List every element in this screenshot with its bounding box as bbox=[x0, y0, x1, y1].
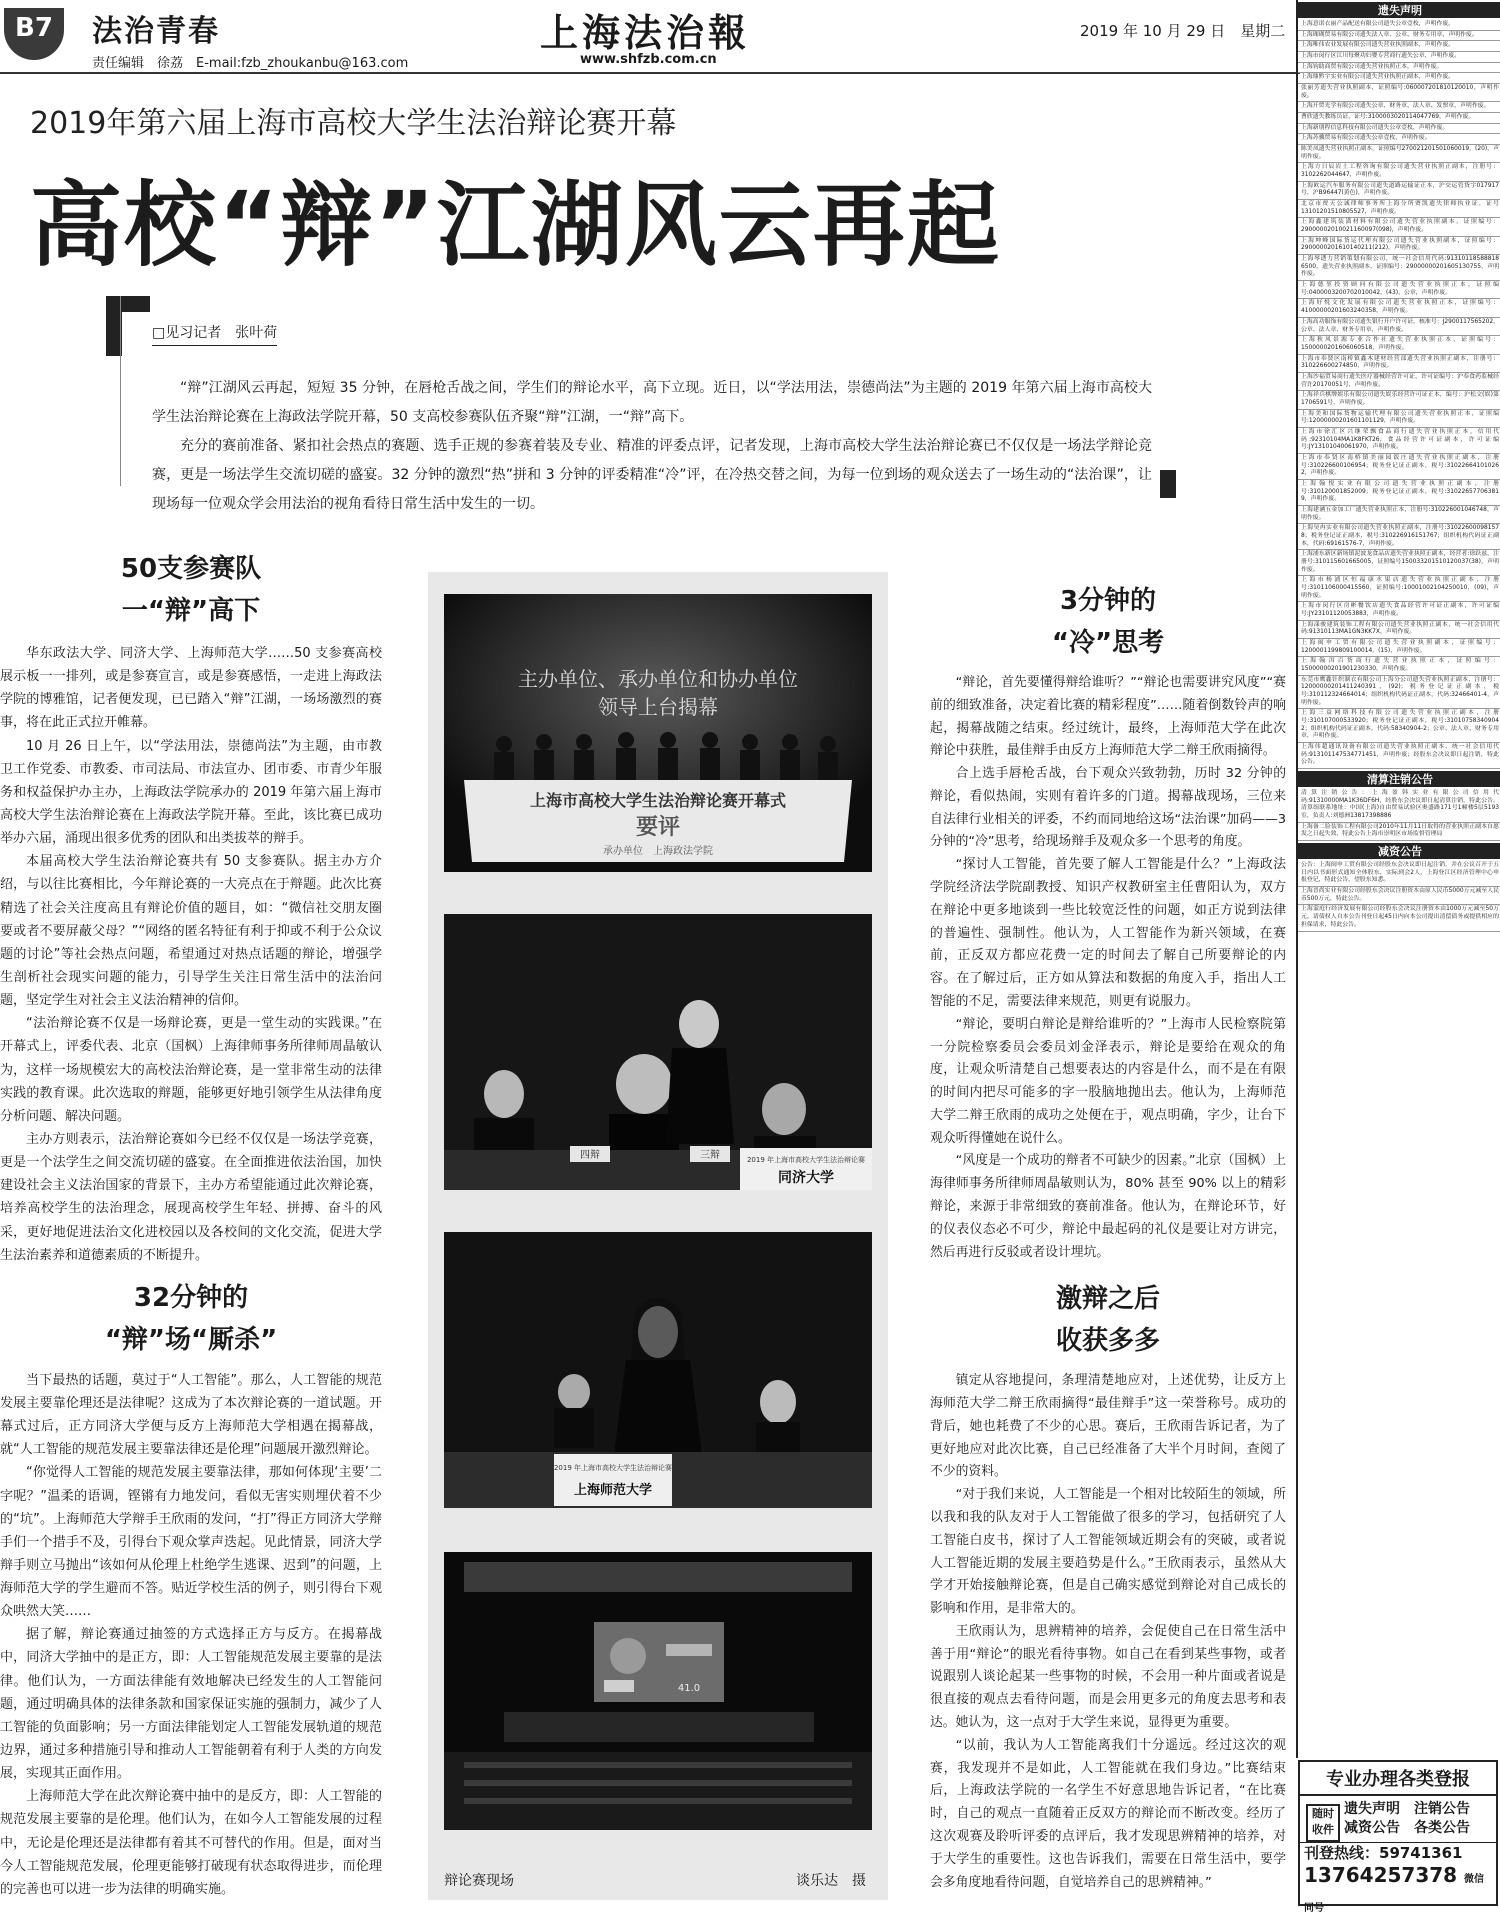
photo-shnu-debater bbox=[444, 1232, 872, 1508]
photo-credit: 谈乐达 摄 bbox=[796, 1873, 866, 1889]
classified-notice: 上海晋尚实业有限公司经股东会决议注册资本由原人民币5000万元减至人民币500万元，特此公告。 bbox=[1298, 887, 1500, 905]
classified-notice: 上海好悦文化发展有限公司遗失营业执照正本，证照编号：41000000201603240358，声明作废。 bbox=[1298, 299, 1500, 317]
classified-notice: 北京市贾天公诚律师事务所上海分所贾凯遗失律师执业证，证号13101201510805527，声明作废。 bbox=[1298, 200, 1500, 218]
photo-tongji-debaters bbox=[444, 914, 872, 1190]
ad-box-seal: 随时收件 bbox=[1306, 1804, 1340, 1842]
section-heading bbox=[930, 1278, 1286, 1362]
article-column-right bbox=[930, 580, 1286, 1894]
photo-debate-hall bbox=[444, 1552, 872, 1830]
lead-paragraph: 充分的赛前准备、紧扣社会热点的赛题、选手正规的参赛着装及专业、精准的评委点评，记者发现，上海市高校大学生法治辩论赛已不仅仅是一场法学辩论竞赛，更是一场法学生交流切磋的盛宴。32 分钟的激烈“热”拼和 3 分钟的评委精准“冷”评，在冷热交替之间，为每一位到场的观众送去了一场生动的“法治课”，让现场每一位观众学会用法治的视角看待日常生活中发生的一切。 bbox=[152, 438, 1152, 512]
classifieds-column bbox=[1296, 0, 1500, 1758]
photo-banner-text: 上海市高校大学生法治辩论赛开幕式 bbox=[529, 791, 787, 810]
classified-notice: 上海蒙庭行经济发展有限公司经股东会决议注册资本由1000万元减至50万元，请债权人自本公告刊登日起45日内向本公司提出清偿债务或提供相应的担保请求，特此公告。 bbox=[1298, 905, 1500, 931]
classifieds-list bbox=[1298, 789, 1500, 841]
heading-line: “冷”思考 bbox=[1051, 628, 1165, 658]
classified-notice: 东莞市鹰鑫针织制衣有限公司上海分公司遗失营业执照正副本，注册号：1200000020141124039​1，(92)；税务登记证正副本，税号:31011232466401​4；组织机构代码证正副本，代码:32466401-4，声明作废。 bbox=[1298, 676, 1500, 710]
classified-notice: 上海市闵行区房彬餐饮店遗失食品经营许可证正副本，许可证编号:JY23101120053883，声明作废。 bbox=[1298, 602, 1500, 620]
classified-notice: 上海美和国际货物运输代理有限公司遗失营业执照正本，证照编号:1200000020160110112​9，声明作废。 bbox=[1298, 410, 1500, 428]
body-paragraph: 王欣雨认为，思辨精神的培养，会促使自己在日常生活中善于用“辩论”的眼光看待事物。如自己在看到某些事物，或者说跟别人谈论起某一些事物的时候，不会用一种片面或者说是很直接的观点去看待问题，而是会用更多元的角度去思考和表达。她认为，这一点对于大学生来说，显得更为重要。 bbox=[930, 1623, 1286, 1731]
classified-notice: 上海德堃投资顾问有限公司遗失营业执照正本，证照编号:0400003200702010​042，(43)，公章，声明作废。 bbox=[1298, 281, 1500, 299]
article-subhead: 2019年第六届上海市高校大学生法治辩论赛开幕 bbox=[30, 106, 677, 141]
classified-notice: 上海苏骥贸易有限公司遗失公章壹枚，声明作废。 bbox=[1298, 134, 1500, 145]
classified-notice: 上海漾骏建筑装饰工程有限公司遗失营业执照正副本，统一社会信用代码:91310113MA1GN3KK7X，声明作废。 bbox=[1298, 621, 1500, 639]
section-heading bbox=[0, 1277, 382, 1361]
ad-mobile-number: 13764257378 bbox=[1304, 1863, 1458, 1887]
classified-notice: 上海方日辰岩土工程咨询有限公司遗失营业执照正副本，注册号：310226204464​7，声明作废。 bbox=[1298, 163, 1500, 181]
editor-line: 责任编辑 徐荔 E-mail:fzb_zhoukanbu@163.com bbox=[92, 56, 409, 71]
classified-notice: 上海琴透力营销策划有限公司，统一社会信用代码:91310118588818​6500，遗失营业执照副本，证照编号：290000002016051307​55，声明作废。 bbox=[1298, 255, 1500, 281]
site-url: www.shfzb.com.cn bbox=[580, 52, 717, 67]
lead-corner-mark bbox=[1160, 470, 1176, 498]
classified-notice: 上海昊冉实业有限公司遗失营业执照正副本，注册号:31022600098157​8；税务登记证正副本，税号:31022691615176​7；组织机构代码证正副本，代码:69161576-7，声明作废。 bbox=[1298, 524, 1500, 550]
heading-line: “辩”场“厮杀” bbox=[104, 1324, 278, 1355]
table-team-name: 上海师范大学 bbox=[573, 1483, 653, 1498]
nameplate: 三辩 bbox=[700, 1150, 720, 1161]
classified-notice: 上海瑚瑚贸易有限公司遗失法人章、公章、财务专用章，声明作废。 bbox=[1298, 31, 1500, 42]
section-heading bbox=[930, 580, 1286, 664]
classifieds-list bbox=[1298, 20, 1500, 769]
classified-notice: 上海市奉贤区南桥镇鑫木建材经营部遗失营业执照正副本，注册号：310226600274850，声明作废。 bbox=[1298, 355, 1500, 373]
classified-notice: 上海备二脸装饰工程有限公司2010年11月11日取得的营业执照正副本自愿发之日起失效，特此公告上海市崇明区市场监督管理局 bbox=[1298, 823, 1500, 841]
section-title: 法治青春 bbox=[92, 14, 220, 49]
classified-notice: 公告：上海闽申工贸有限公司经股东会决议即日起注销，并在公议召开于五日内以书面形式通知全体股东，实际到会2人，上海登江区经济管理中心申报登记，特此公告，望股东知悉。 bbox=[1298, 861, 1500, 887]
body-paragraph: “辩论，要明白辩论是辩给谁听的？”上海市人民检察院第一分院检察委员会委员刘金泽表示，辩论是要给在观众的角度，让观众听清楚自己想要表达的内容是什么，而不是在有限的时间内把尽可能多的字一股脑地抛出去。他认为，上海师范大学二辩王欣雨的成功之处便在于，观点明确，字少，让台下观众听得懂她在说什么。 bbox=[930, 1016, 1286, 1146]
classified-notice: 上海开贸光学有限公司遗失公章、财务章、法人章、发票章，声明作废。 bbox=[1298, 102, 1500, 113]
body-paragraph: “以前，我认为人工智能离我们十分遥远。经过这次的观赛，我发现并不是如此，人工智能就在我们身边。”比赛结束后，上海政法学院的一名学生不好意思地告诉记者，“在比赛时，自己的观点一直随着正反双方的辩论而不断改变。经历了这次观赛及聆听评委的点评后，我才发现思辨精神的培养，对于大学生的重要性。这也告诉我们，需要在日常生活中，要学会多角度地看待问题，自觉培养自己的思辨精神。” bbox=[930, 1737, 1286, 1890]
classified-notice: 上海翰悦实业有限公司遗失营业执照正副本，注册号:310120001852009；税务登记证正副本，税号:31022657706381​9，声明作废。 bbox=[1298, 480, 1500, 506]
classified-notice: 上海高功服饰有限公司遗失银行开户许可证，核准号：J290011756520​2，公章、法人章、财务专用章，声明作废。 bbox=[1298, 318, 1500, 336]
nameplate: 四辩 bbox=[580, 1150, 600, 1161]
ad-mobile bbox=[1300, 1863, 1496, 1921]
registration-service-ad bbox=[1298, 1760, 1498, 1914]
ad-box-services bbox=[1300, 1796, 1496, 1842]
body-paragraph: 据了解，辩论赛通过抽签的方式选择正方与反方。在揭幕战中，同济大学抽中的是正方，即：人工智能规范发展主要靠的是法律。他们认为，一方面法律能有效地解决已经发生的人工智能问题，通过明确具体的法律条款和国家保证实施的强制力，减少了人工智能的负面影响；另一方面法律能划定人工智能发展轨道的规范边界，通过多种措施引导和推动人工智能朝着有利于人类的方向发展，实现其正面作用。 bbox=[0, 1627, 382, 1782]
ad-service-line: 遗失声明 注销公告 bbox=[1344, 1801, 1470, 1817]
reporter-byline: □见习记者 张叶荷 bbox=[152, 322, 277, 346]
classified-notice: 上海市徐汇区兴继荣飘食品商行遗失营业执照正本，信用代码:92310104MA1K8FKT26；食品经营许可证副本，许可证编号:JY13101040061970，声明作废。 bbox=[1298, 428, 1500, 454]
heading-line: 32分钟的 bbox=[133, 1282, 249, 1313]
body-paragraph: “辩论，首先要懂得辩给谁听？”“辩论也需要讲究风度”“赛前的细致准备，决定着比赛的精彩程度”……随着倒数铃声的响起，揭幕战随之结束。经过统计，最终，上海师范大学在此次辩论中获胜，最佳辩手由反方上海师范大学二辩王欣雨摘得。 bbox=[930, 675, 1286, 759]
classified-notice: 上海秋风景源专业合作社遗失营业执照正本，证照编号：1500000201606060518，声明作废。 bbox=[1298, 336, 1500, 354]
photo-screen-text: 领导上台揭幕 bbox=[598, 695, 718, 719]
scoreboard-value: 41.0 bbox=[677, 1683, 701, 1694]
classified-notice: 上海意诺衣丽产品配送有限公司遗失公章壹枚，声明作废。 bbox=[1298, 20, 1500, 31]
heading-line: 激辩之后 bbox=[1055, 1284, 1160, 1315]
classified-notice: 上海祥兵棋牌娱乐有限公司遗失娱乐经营许可证正本，编号：沪松文(娱)第1706591号，声明作废。 bbox=[1298, 391, 1500, 409]
lead-rule bbox=[120, 296, 121, 486]
classified-notice: 上海市闵行区江川每聚功妇婴专营商行遗失公章，声明作废。 bbox=[1298, 52, 1500, 63]
body-paragraph: 华东政法大学、同济大学、上海师范大学……50 支参赛高校展示板一一排列，或是参赛宣言，或是参赛感悟，一走进上海政法学院的博雅馆，记者便发现，已已踏入“辩”江湖，一场场激烈的赛事，将在此正式拉开帷幕。 bbox=[0, 646, 382, 731]
heading-line: 50支参赛队 bbox=[120, 554, 262, 584]
classified-notice: 清算注销公告：上海盈韩实业有限公司信用代码:91310000MA1K36DF6H，经股东会决议即日起清算注销，特此公告。清算组联系地址：中国(上海)自由贸易试验区奥盛路171号1幢楼5层5193室，负责人:刘德洲13817398886 bbox=[1298, 789, 1500, 823]
classified-notice: 张丽芳遗失营业执照副本，证照编号:06000720181012001​0，声明作废。 bbox=[1298, 84, 1500, 102]
body-paragraph: “风度是一个成功的辩者不可缺少的因素。”北京（国枫）上海律师事务所律师周晶敏则认为，80% 甚至 90% 以上的精彩辩论，来源于非常细致的赛前准备。他认为，在辩论环节，好的仪表仪态必不可少，辩论中最起码的礼仪是要让对方讲完，然后再进行反驳或者设计埋坑。 bbox=[930, 1153, 1286, 1260]
article-column-left bbox=[0, 548, 382, 1901]
classified-notice: 上海三益网络科技有限公司遗失营业执照正副本，注册号:31010700053392​0；税务登记证正副本，税号:31010758340904​2；组织机构代码证正副本，代码:58340904-2；公章、法人章、财务专用章，声明作废。 bbox=[1298, 709, 1500, 743]
article-lead bbox=[152, 374, 1152, 519]
table-team-name: 同济大学 bbox=[778, 1170, 834, 1186]
body-paragraph: 10 月 26 日上午，以“学法用法，崇德尚法”为主题，由市教卫工作党委、市教委、市司法局、市法宣办、团市委、市青少年服务和权益保护办主办，上海政法学院承办的 2019 年第六届上海市高校大学生法治辩论赛在上海政法学院开幕。至此，该比赛已成功举办六届，涌现出很多优秀的团队和出类拔萃的辩手。 bbox=[0, 738, 382, 847]
body-paragraph: 当下最热的话题，莫过于“人工智能”。那么，人工智能的规范发展主要靠伦理还是法律呢？这成为了本次辩论赛的一道试题。开幕式过后，正方同济大学便与反方上海师范大学相遇在揭幕战，就“人工智能的规范发展主要靠法律还是伦理”问题展开激烈辩论。 bbox=[0, 1372, 382, 1458]
classified-notice: 上海坤峰国际货运代理有限公司遗失营业执照副本，证照编号：290000020161014021​1(212)，声明作废。 bbox=[1298, 237, 1500, 255]
body-paragraph: 主办方则表示，法治辩论赛如今已经不仅仅是一场法学竞赛，更是一个法学生之间交流切磋的盛宴。在全面推进依法治国，加快建设社会主义法治国家的背景下，主办方希望能通过此次辩论赛，培养高校学生的法治理念，展现高校学生年轻、拼搏、奋斗的风采，更好地促进法治文化进校园以及各校间的文化交流，促进大学生法治素养和道德素质的不断提升。 bbox=[0, 1131, 382, 1263]
classified-notice: 上海翰洱百货商行遗失营业执照正本，证照编号：1500000020190123033​0，声明作废。 bbox=[1298, 657, 1500, 675]
table-banner: 2019 年上海市高校大学生法治辩论赛 bbox=[746, 1156, 866, 1164]
classified-notice: 上海建涵五金加工厂遗失营业执照正本，注册号:310226001046748，声明作废。 bbox=[1298, 506, 1500, 524]
ad-phone: 刊登热线：59741361 bbox=[1300, 1842, 1496, 1863]
classified-notice: 上海市杨浦区恒福康水果店遗失营业执照正副本，注册号:31011060004155​60，证照编号:10001002104250010，(09)，声明作废。 bbox=[1298, 576, 1500, 602]
body-paragraph: “法治辩论赛不仅是一场辩论赛，更是一堂生动的实践课。”在开幕式上，评委代表、北京（国枫）上海律师事务所律师周晶敏认为，这样一场规模宏大的高校法治辩论赛，是一堂非常生动的法律实践的教育课。此次选取的辩题，能够更好地引领学生从法律角度分析问题、解决问题。 bbox=[0, 1016, 382, 1124]
body-paragraph: “你觉得人工智能的规范发展主要靠法律，那如何体现‘主要’二字呢？”温柔的语调，铿锵有力地发问，看似无害实则埋伏着不少的“坑”。上海师范大学辩手王欣雨的发问，“打”得正方同济大学辩手们一个措手不及，引得台下观众掌声迭起。见此情景，同济大学辩手则立马抛出“该如何从伦理上杜绝学生逃课、迟到”的问题，上海师范大学的学生避而不答。贴近学校生活的例子，则引得台下观众哄然大笑…… bbox=[0, 1465, 382, 1620]
classified-notice: 上海唯伟农业发展有限公司遗失营业执照副本，声明作废。 bbox=[1298, 41, 1500, 52]
lead-corner-mark bbox=[106, 296, 150, 312]
classified-notice: 曹欣遗失教练员证，证号:310000302011404​7769，声明作废。 bbox=[1298, 113, 1500, 124]
classified-notice: 上海浦东新区新场镇泥波龙食品店遗失营业执照正副本，经营者:徐跃兹，注册号:310115601665005，证照编号15003320151012003​7(38)，声明作废。 bbox=[1298, 550, 1500, 576]
section-heading bbox=[0, 548, 382, 632]
body-paragraph: 镇定从容地提问，条理清楚地应对，上述优势，让反方上海师范大学二辩王欣雨摘得“最佳辩手”这一荣誉称号。成功的背后，她也耗费了不少的心思。赛后，王欣雨告诉记者，为了更好地应对此次比赛，自己已经准备了大半个月时间，查阅了不少的资料。 bbox=[930, 1373, 1286, 1480]
photo-opening-ceremony bbox=[444, 594, 872, 872]
table-banner: 2019 年上海市高校大学生法治辩论赛 bbox=[553, 1464, 673, 1472]
body-paragraph: 合上选手唇枪舌战，台下观众兴致勃勃，历时 32 分钟的辩论，看似热闹，实则有着许多的门道。揭幕战现场，三位来自法律行业相关的评委，不约而同地给这场“法治课”加码——3 分钟的“冷”思考，给现场辩手及观众多一个思考的角度。 bbox=[930, 766, 1286, 850]
body-paragraph: “探讨人工智能，首先要了解人工智能是什么？”上海政法学院经济法学院副教授、知识产权教研室主任曹阳认为，双方在辩论中更多地谈到一些比较宽泛性的问题，如正方说到法律的普遍性、强制性。他认为，人工智能作为新兴领域，在赛前，正反双方都应花费一定的时间去了解自己所要辩论的内容。在了解过后，正方如从算法和数据的角度入手，指出人工智能的不足，需要法律来规范，则更有说服力。 bbox=[930, 857, 1286, 1009]
header-rule bbox=[0, 72, 1300, 74]
body-paragraph: “对于我们来说，人工智能是一个相对比较陌生的领域，所以我和我的队友对于人工智能做了很多的学习，包括研究了人工智能白皮书，探讨了人工智能领域近期会有的突破，或者说人工智能近期的发展主要趋势是什么。”王欣雨表示，虽然从大学才开始接触辩论赛，但是自己确实感觉到辩论对自己成长的影响和作用，是非常大的。 bbox=[930, 1487, 1286, 1617]
ad-mobile-suffix: 微信同号 bbox=[1304, 1874, 1485, 1914]
ad-box-title: 专业办理各类登报 bbox=[1300, 1762, 1496, 1796]
article-headline: 高校“辩”江湖风云再起 bbox=[30, 172, 1001, 279]
classified-notice: 上海伟超通讯设备有限公司遗失营业执照正副本，统一社会信用代码:91310114753477145​1，声明作废；经股东会决议即日起注销，特此公告。 bbox=[1298, 743, 1500, 769]
classifieds-list bbox=[1298, 861, 1500, 931]
photo-screen-text: 主办单位、承办单位和协办单位 bbox=[518, 667, 798, 691]
classified-notice: 上海钧助商贸有限公司遗失营业执照正本，声明作废。 bbox=[1298, 63, 1500, 74]
classified-notice: 上海鑫建筑装潢材料有限公司遗失营业执照副本，证照编号：29000002010021160097(098)，声明作废。 bbox=[1298, 218, 1500, 236]
photo-caption: 辩论赛现场 bbox=[444, 1873, 514, 1889]
dateline: 2019 年 10 月 29 日 星期二 bbox=[1080, 22, 1286, 40]
classified-notice: 上海欧运汽车服务有限公司遗失道路运输证正本，沪交运管货字017917号，沪B96447(黄色)，声明作废。 bbox=[1298, 182, 1500, 200]
photo-banner-script: 要评 bbox=[635, 814, 681, 840]
page-number-badge: B7 bbox=[4, 8, 64, 60]
classifieds-banner: 遗失声明 bbox=[1298, 2, 1500, 18]
classified-notice: 上海沙福贸易商行遗失医疗器械经营许可证，许可证编号：沪奉食药监械经营许20170051号，声明作废。 bbox=[1298, 373, 1500, 391]
classified-notice: 上海市奉贤区南桥镇美丽园饭庄遗失营业执照正副本，注册号:310226600106954；税务登记证正副本，税号:31022664101026​2，声明作废。 bbox=[1298, 454, 1500, 480]
photo-banner-text: 承办单位 上海政法学院 bbox=[603, 846, 713, 857]
classified-notice: 陈美凤遗失营业执照正副本，证照编号27002120150106001​9，(20)，声明作废。 bbox=[1298, 145, 1500, 163]
ad-service-line: 减资公告 各类公告 bbox=[1344, 1820, 1470, 1836]
masthead-logo: 上海法治報 bbox=[540, 10, 751, 55]
classified-notice: 上海新朋程信息科技有限公司遗失公章壹枚，声明作废。 bbox=[1298, 124, 1500, 135]
photo-people bbox=[494, 732, 838, 782]
classified-notice: 上海鼎黔宇实业有限公司遗失营业执照正副本，声明作废。 bbox=[1298, 73, 1500, 84]
lead-paragraph: “辩”江湖风云再起，短短 35 分钟，在唇枪舌战之间，学生们的辩论水平，高下立现。近日，以“学法用法，崇德尚法”为主题的 2019 年第六届上海市高校大学生法治辩论赛在上海政法学院开幕，50 支高校参赛队伍齐聚“辩”江湖，一“辩”高下。 bbox=[152, 380, 1152, 425]
classifieds-section-heading: 清算注销公告 bbox=[1298, 771, 1500, 787]
heading-line: 收获多多 bbox=[1055, 1326, 1160, 1357]
classified-notice: 上海闽申工贸有限公司遗失营业执照副本，证照编号：12000011998091000​14，(15)，声明作废。 bbox=[1298, 639, 1500, 657]
heading-line: 3分钟的 bbox=[1059, 586, 1157, 616]
body-paragraph: 本届高校大学生法治辩论赛共有 50 支参赛队。据主办方介绍，与以往比赛相比，今年辩论赛的一大亮点在于辩题。此次比赛精选了社会关注度高且有辩论价值的题目，如：“微信社交朋友圈要或者不要屏蔽父母？”“网络的匿名特征有利于抑或不利于公众议题的讨论”等社会热点问题，希望通过对热点话题的辩论，增强学生剖析社会现实问题的能力，引导学生关注日常生活中的法治问题，坚定学生对社会主义法治精神的信仰。 bbox=[0, 854, 382, 1009]
body-paragraph: 上海师范大学在此次辩论赛中抽中的是反方，即：人工智能的规范发展主要靠的是伦理。他们认为，在如今人工智能发展的过程中，无论是伦理还是法律都有着其不可替代的作用。但是，面对当今人工智能规范发展，伦理更能够打破现有状态取得进步，而伦理的完善也可以进一步为法律的明确实施。 bbox=[0, 1789, 382, 1897]
heading-line: 一“辩”高下 bbox=[121, 596, 261, 626]
classifieds-section-heading: 减资公告 bbox=[1298, 843, 1500, 859]
